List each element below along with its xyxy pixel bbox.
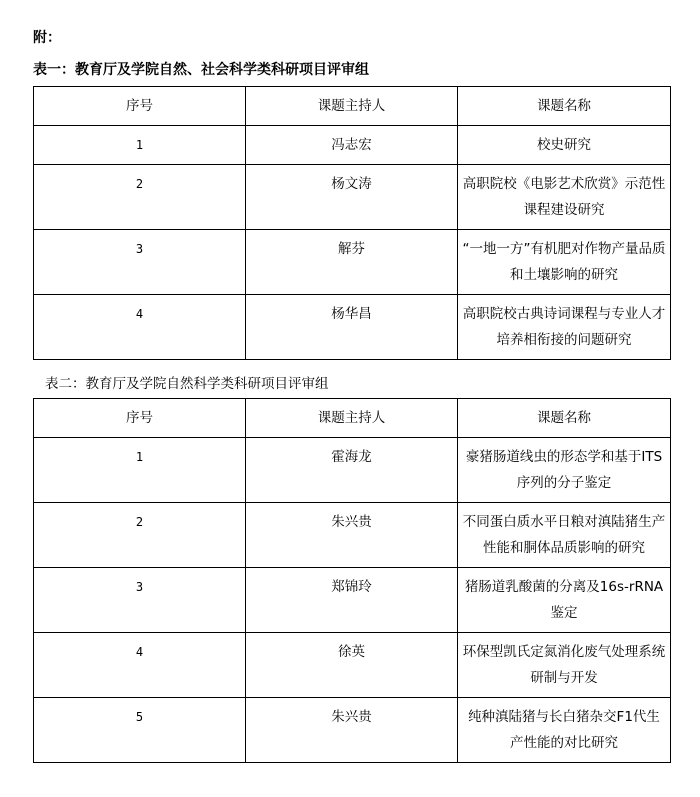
cell-title: 校史研究: [458, 126, 671, 165]
table-row: [34, 438, 671, 503]
cell-host: 朱兴贵: [246, 698, 458, 763]
cell-title: 高职院校古典诗词课程与专业人才培养相衔接的问题研究: [458, 295, 671, 360]
table-row: [34, 230, 671, 295]
cell-title: 豪猪肠道线虫的形态学和基于ITS序列的分子鉴定: [458, 438, 671, 503]
cell-no: 4: [34, 295, 246, 360]
table1: [33, 86, 671, 360]
cell-no: 3: [34, 230, 246, 295]
cell-host: 冯志宏: [246, 126, 458, 165]
cell-host: 朱兴贵: [246, 503, 458, 568]
table-row: [34, 126, 671, 165]
cell-host: 徐英: [246, 633, 458, 698]
table-row: [34, 165, 671, 230]
cell-host: 霍海龙: [246, 438, 458, 503]
cell-title: 纯种滇陆猪与长白猪杂交F1代生产性能的对比研究: [458, 698, 671, 763]
header-host: 课题主持人: [246, 399, 458, 438]
cell-title: “一地一方”有机肥对作物产量品质和土壤影响的研究: [458, 230, 671, 295]
cell-host: 郑锦玲: [246, 568, 458, 633]
header-no: 序号: [34, 399, 246, 438]
cell-title: 高职院校《电影艺术欣赏》示范性课程建设研究: [458, 165, 671, 230]
table1-header-row: [34, 87, 671, 126]
cell-no: 3: [34, 568, 246, 633]
cell-no: 2: [34, 503, 246, 568]
cell-no: 1: [34, 126, 246, 165]
header-title: 课题名称: [458, 87, 671, 126]
table-row: [34, 568, 671, 633]
table-row: [34, 295, 671, 360]
attachment-label: 附：: [33, 30, 61, 46]
table-row: [34, 698, 671, 763]
cell-title: 环保型凯氏定氮消化废气处理系统研制与开发: [458, 633, 671, 698]
cell-no: 5: [34, 698, 246, 763]
cell-no: 4: [34, 633, 246, 698]
cell-title: 猪肠道乳酸菌的分离及16s-rRNA鉴定: [458, 568, 671, 633]
table1-title: 表一：教育厅及学院自然、社会科学类科研项目评审组: [33, 62, 369, 78]
cell-host: 杨华昌: [246, 295, 458, 360]
table2-header-row: [34, 399, 671, 438]
cell-no: 2: [34, 165, 246, 230]
header-title: 课题名称: [458, 399, 671, 438]
cell-host: 解芬: [246, 230, 458, 295]
header-no: 序号: [34, 87, 246, 126]
cell-title: 不同蛋白质水平日粮对滇陆猪生产性能和胴体品质影响的研究: [458, 503, 671, 568]
cell-host: 杨文涛: [246, 165, 458, 230]
cell-no: 1: [34, 438, 246, 503]
table-row: [34, 633, 671, 698]
table-row: [34, 503, 671, 568]
header-host: 课题主持人: [246, 87, 458, 126]
table2: [33, 398, 671, 763]
table2-title: 表二：教育厅及学院自然科学类科研项目评审组: [45, 376, 329, 392]
